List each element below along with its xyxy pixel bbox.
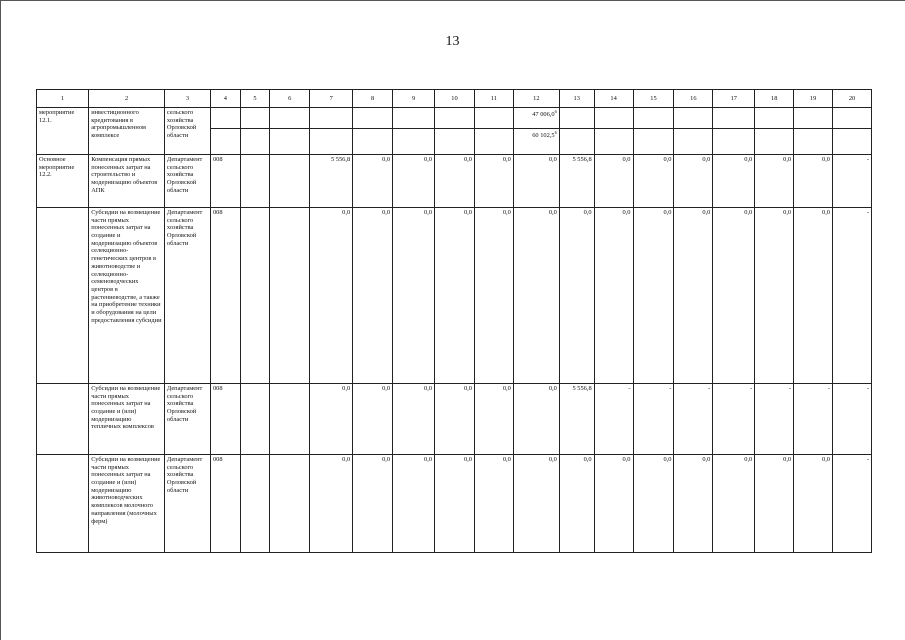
table-cell [270,455,310,553]
table-cell [240,208,270,384]
scan-edge-left [0,0,1,640]
column-header: 4 [210,90,240,108]
responsible-executor: Департамент сельского хозяйства Орловской области [164,384,210,455]
responsible-executor: Департамент сельского хозяйства Орловской области [164,455,210,553]
value-cell: 0,0 [713,155,755,208]
column-header: 11 [474,90,513,108]
column-header: 12 [513,90,559,108]
table-cell [794,108,833,129]
value-cell: 0,0 [474,208,513,384]
column-header: 9 [393,90,435,108]
value-cell: 0,0 [794,155,833,208]
value-cell: - [833,455,872,553]
value-cell: 0,0 [353,384,393,455]
responsible-executor: Департамент сельского хозяйства Орловской области [164,155,210,208]
value-cell: 0,0 [393,208,435,384]
value-cell: 0,0 [513,208,559,384]
table-cell [270,208,310,384]
value-cell: 0,0 [474,155,513,208]
table-cell [594,129,633,155]
column-header: 20 [833,90,872,108]
column-header: 10 [435,90,475,108]
value-cell: 0,0 [513,384,559,455]
budget-code: 008 [210,208,240,384]
table-cell [674,129,713,155]
value-cell: 0,0 [594,455,633,553]
table-cell [474,129,513,155]
table-cell [240,155,270,208]
value-cell: 5 556,8 [310,155,353,208]
table-cell [270,108,310,129]
value-cell: 0,0 [435,208,475,384]
value-cell: - [713,384,755,455]
value-cell: 0,0 [474,455,513,553]
value-cell: 0,0 [594,208,633,384]
table-cell [37,208,89,384]
table-cell [37,384,89,455]
column-header: 7 [310,90,353,108]
table-cell [633,108,674,129]
table-cell [713,108,755,129]
table-cell [310,108,353,129]
value-cell: 0,0 [474,384,513,455]
column-header: 16 [674,90,713,108]
table-cell [210,108,240,129]
table-cell [37,455,89,553]
value-cell: 5 556,8 [559,384,594,455]
table-cell [755,108,794,129]
value-cell: 0,0 [594,155,633,208]
table-row [37,455,872,553]
value-cell: 0,0 [794,208,833,384]
page-number: 13 [445,34,460,49]
measure-label: Основное мероприятие 12.2. [37,155,89,208]
value-cell: - [833,384,872,455]
value-cell: 0,0 [310,455,353,553]
table-row [37,108,872,129]
value-cell: 0,0 [559,208,594,384]
column-header: 5 [240,90,270,108]
value-cell: 0,0 [559,455,594,553]
value-cell: - [755,384,794,455]
column-header: 15 [633,90,674,108]
value-cell: - [594,384,633,455]
budget-table [36,89,872,553]
table-row [37,155,872,208]
value-cell: 0,0 [310,384,353,455]
table-cell [210,129,240,155]
measure-label: мероприятие 12.1. [37,108,89,155]
column-header: 14 [594,90,633,108]
table-cell [594,108,633,129]
measure-name: Субсидии на возмещение части прямых понесенных затрат на создание и (или) модернизацию тепличных комплексов [89,384,165,455]
value-cell: 0,0 [755,155,794,208]
value-cell: 0,0 [633,455,674,553]
column-header: 1 [37,90,89,108]
value-cell: 0,0 [393,455,435,553]
table-cell [559,129,594,155]
value-cell: - [833,208,872,384]
table-cell [240,129,270,155]
measure-name: Компенсация прямых понесенных затрат на строительство и модернизацию объектов АПК [89,155,165,208]
table-cell [310,129,353,155]
column-header: 2 [89,90,165,108]
table-cell [833,108,872,129]
table-cell [393,129,435,155]
value-cell: - [633,384,674,455]
value-cell: 0,0 [674,455,713,553]
table-cell [755,129,794,155]
budget-code: 008 [210,155,240,208]
value-cell: 0,0 [674,155,713,208]
value-cell: 0,0 [674,208,713,384]
value-cell: 0,0 [513,455,559,553]
table-cell [435,129,475,155]
value-cell: 0,0 [755,455,794,553]
table-cell [633,129,674,155]
value-cell: - [794,384,833,455]
table-cell [794,129,833,155]
value-cell: 0,0 [513,155,559,208]
responsible-executor: Департамент сельского хозяйства Орловской области [164,208,210,384]
value-cell: 0,0 [393,384,435,455]
table-cell [833,129,872,155]
table-row [37,384,872,455]
table-cell [559,108,594,129]
value-cell: 60 102,5$^6$ [513,129,559,155]
table-cell [674,108,713,129]
responsible-executor: сельского хозяйства Орловской области [164,108,210,155]
table-cell [240,384,270,455]
measure-name: Субсидии на возмещение части прямых понесенных затрат на создание и модернизацию объектов селекционно-генетических центров в животноводстве и селекционно-семеноводческих центров в растениеводстве, а также на приобретение техники и оборудования на цели предоставления субсидии [89,208,165,384]
column-header: 6 [270,90,310,108]
budget-code: 008 [210,384,240,455]
value-cell: 0,0 [435,384,475,455]
column-number-row [37,90,872,108]
column-header: 13 [559,90,594,108]
table-cell [713,129,755,155]
table-cell [393,108,435,129]
scan-edge-top [0,0,905,1]
value-cell: 0,0 [353,208,393,384]
table-cell [474,108,513,129]
table-row [37,208,872,384]
value-cell: 0,0 [633,208,674,384]
table-cell [435,108,475,129]
column-header: 17 [713,90,755,108]
value-cell: 0,0 [713,208,755,384]
value-cell: 0,0 [633,155,674,208]
value-cell: 0,0 [755,208,794,384]
measure-name: инвестиционного кредитования в агропромышленном комплексе [89,108,165,155]
value-cell: - [674,384,713,455]
budget-code: 008 [210,455,240,553]
value-cell: 0,0 [393,155,435,208]
value-cell: 0,0 [435,455,475,553]
column-header: 18 [755,90,794,108]
table-cell [270,384,310,455]
column-header: 8 [353,90,393,108]
value-cell: 0,0 [435,155,475,208]
table-cell [240,455,270,553]
table-cell [270,129,310,155]
value-cell: 5 556,8 [559,155,594,208]
value-cell: 0,0 [310,208,353,384]
value-cell: - [833,155,872,208]
value-cell: 0,0 [794,455,833,553]
value-cell: 0,0 [713,455,755,553]
table-cell [240,108,270,129]
value-cell: 47 006,0$^6$ [513,108,559,129]
value-cell: 0,0 [353,455,393,553]
table-cell [270,155,310,208]
value-cell: 0,0 [353,155,393,208]
measure-name: Субсидии на возмещение части прямых понесенных затрат на создание и (или) модернизацию животноводческих комплексов молочного направления (молочных ферм) [89,455,165,553]
table-cell [353,108,393,129]
table-cell [353,129,393,155]
column-header: 19 [794,90,833,108]
column-header: 3 [164,90,210,108]
